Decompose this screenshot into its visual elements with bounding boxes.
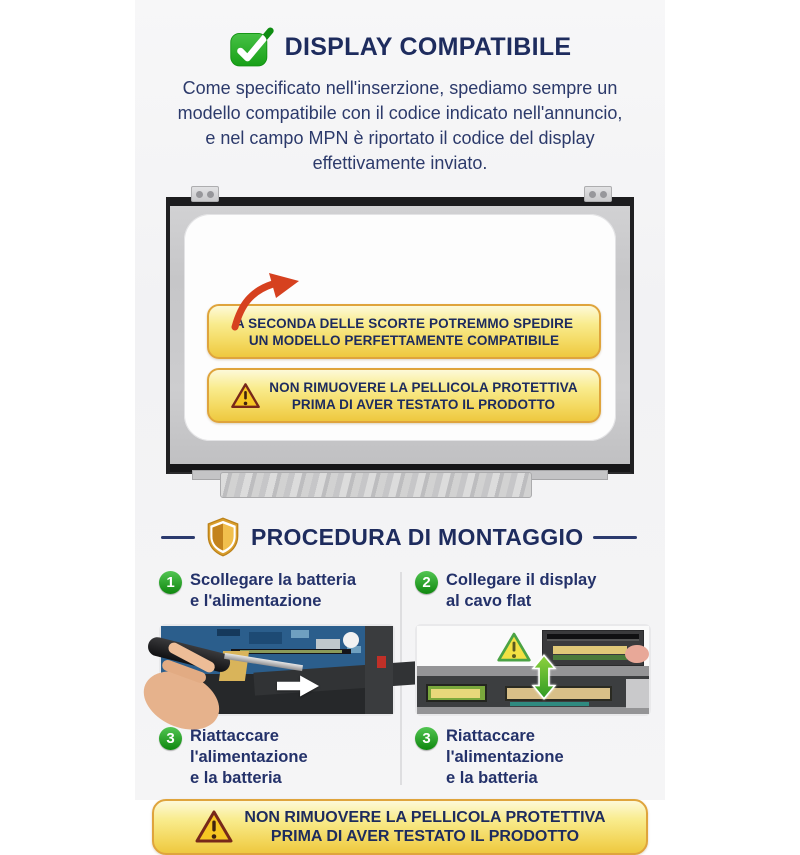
step-2-text: Collegare il display al cavo flat [446,571,597,610]
photo-connect-flat-cable [415,624,651,716]
procedure-title: PROCEDURA DI MONTAGGIO [251,523,584,550]
check-icon [229,27,273,68]
intro-line: Come specificato nell'inserzione, spediamo sempre un [182,78,618,98]
procedure-header [161,518,637,556]
right-arrow-icon [277,675,319,697]
shield-icon [205,517,241,557]
flat-ribbon-cable [505,686,612,700]
film-warning-text: NON RIMUOVERE LA PELLICOLA PROTETTIVA PRIMA DI AVER TESTATO IL PRODOTTO [269,379,578,412]
lcd-panel-body [166,197,634,474]
step-number-badge: 3 [159,727,182,750]
divider-line-right [593,536,637,539]
intro-line: effettivamente inviato. [312,153,488,173]
intro-paragraph [135,76,665,176]
step-3-left [159,726,395,789]
procedure-steps [135,570,665,789]
stock-warning-text: A SECONDA DELLE SCORTE POTREMMO SPEDIRE UN MODELLO PERFETTAMENTE COMPATIBILE [234,315,574,348]
connector-pcb [553,655,627,660]
chassis-edge [365,626,393,714]
mounting-bracket-right [584,186,612,202]
content-column [135,0,665,845]
curved-arrow-icon [227,273,311,329]
lcd-panel-illustration [166,186,634,492]
footer-warning-text: NON RIMUOVERE LA PELLICOLA PROTETTIVA PRIMA DI AVER TESTATO IL PRODOTTO [244,809,606,845]
warning-triangle-green-icon [496,631,532,664]
screw-hole [343,632,359,648]
page-title: DISPLAY COMPATIBILE [284,32,572,61]
warning-icon [230,382,261,410]
step-1 [159,570,395,616]
connector-closeup-inset [542,630,644,665]
flat-cable [553,646,627,654]
warning-icon [194,809,234,845]
up-down-arrow-icon [531,649,557,705]
intro-line: modello compatibile con il codice indicato nell'annuncio, [177,103,623,123]
footer-warning-banner [152,799,648,855]
step-2 [415,570,651,616]
step-3-right-text: Riattaccare l'alimentazione e la batteria [446,727,564,787]
intro-line: e nel campo MPN è riportato il codice del display [205,128,595,148]
divider-line-left [161,536,195,539]
foil-cable-strip [220,472,532,498]
fingertip [625,645,649,663]
film-warning-banner [207,368,601,423]
step-number-badge: 2 [415,571,438,594]
photo-disconnect-battery [159,624,395,716]
mounting-bracket-left [191,186,219,202]
step-3-right [415,726,651,789]
step-1-text: Scollegare la batteria e l'alimentazione [190,571,356,610]
step-number-badge: 1 [159,571,182,594]
panel-top-strip [170,197,630,206]
header [135,26,665,68]
step-3-left-text: Riattaccare l'alimentazione e la batteria [190,727,308,787]
step-number-badge: 3 [415,727,438,750]
